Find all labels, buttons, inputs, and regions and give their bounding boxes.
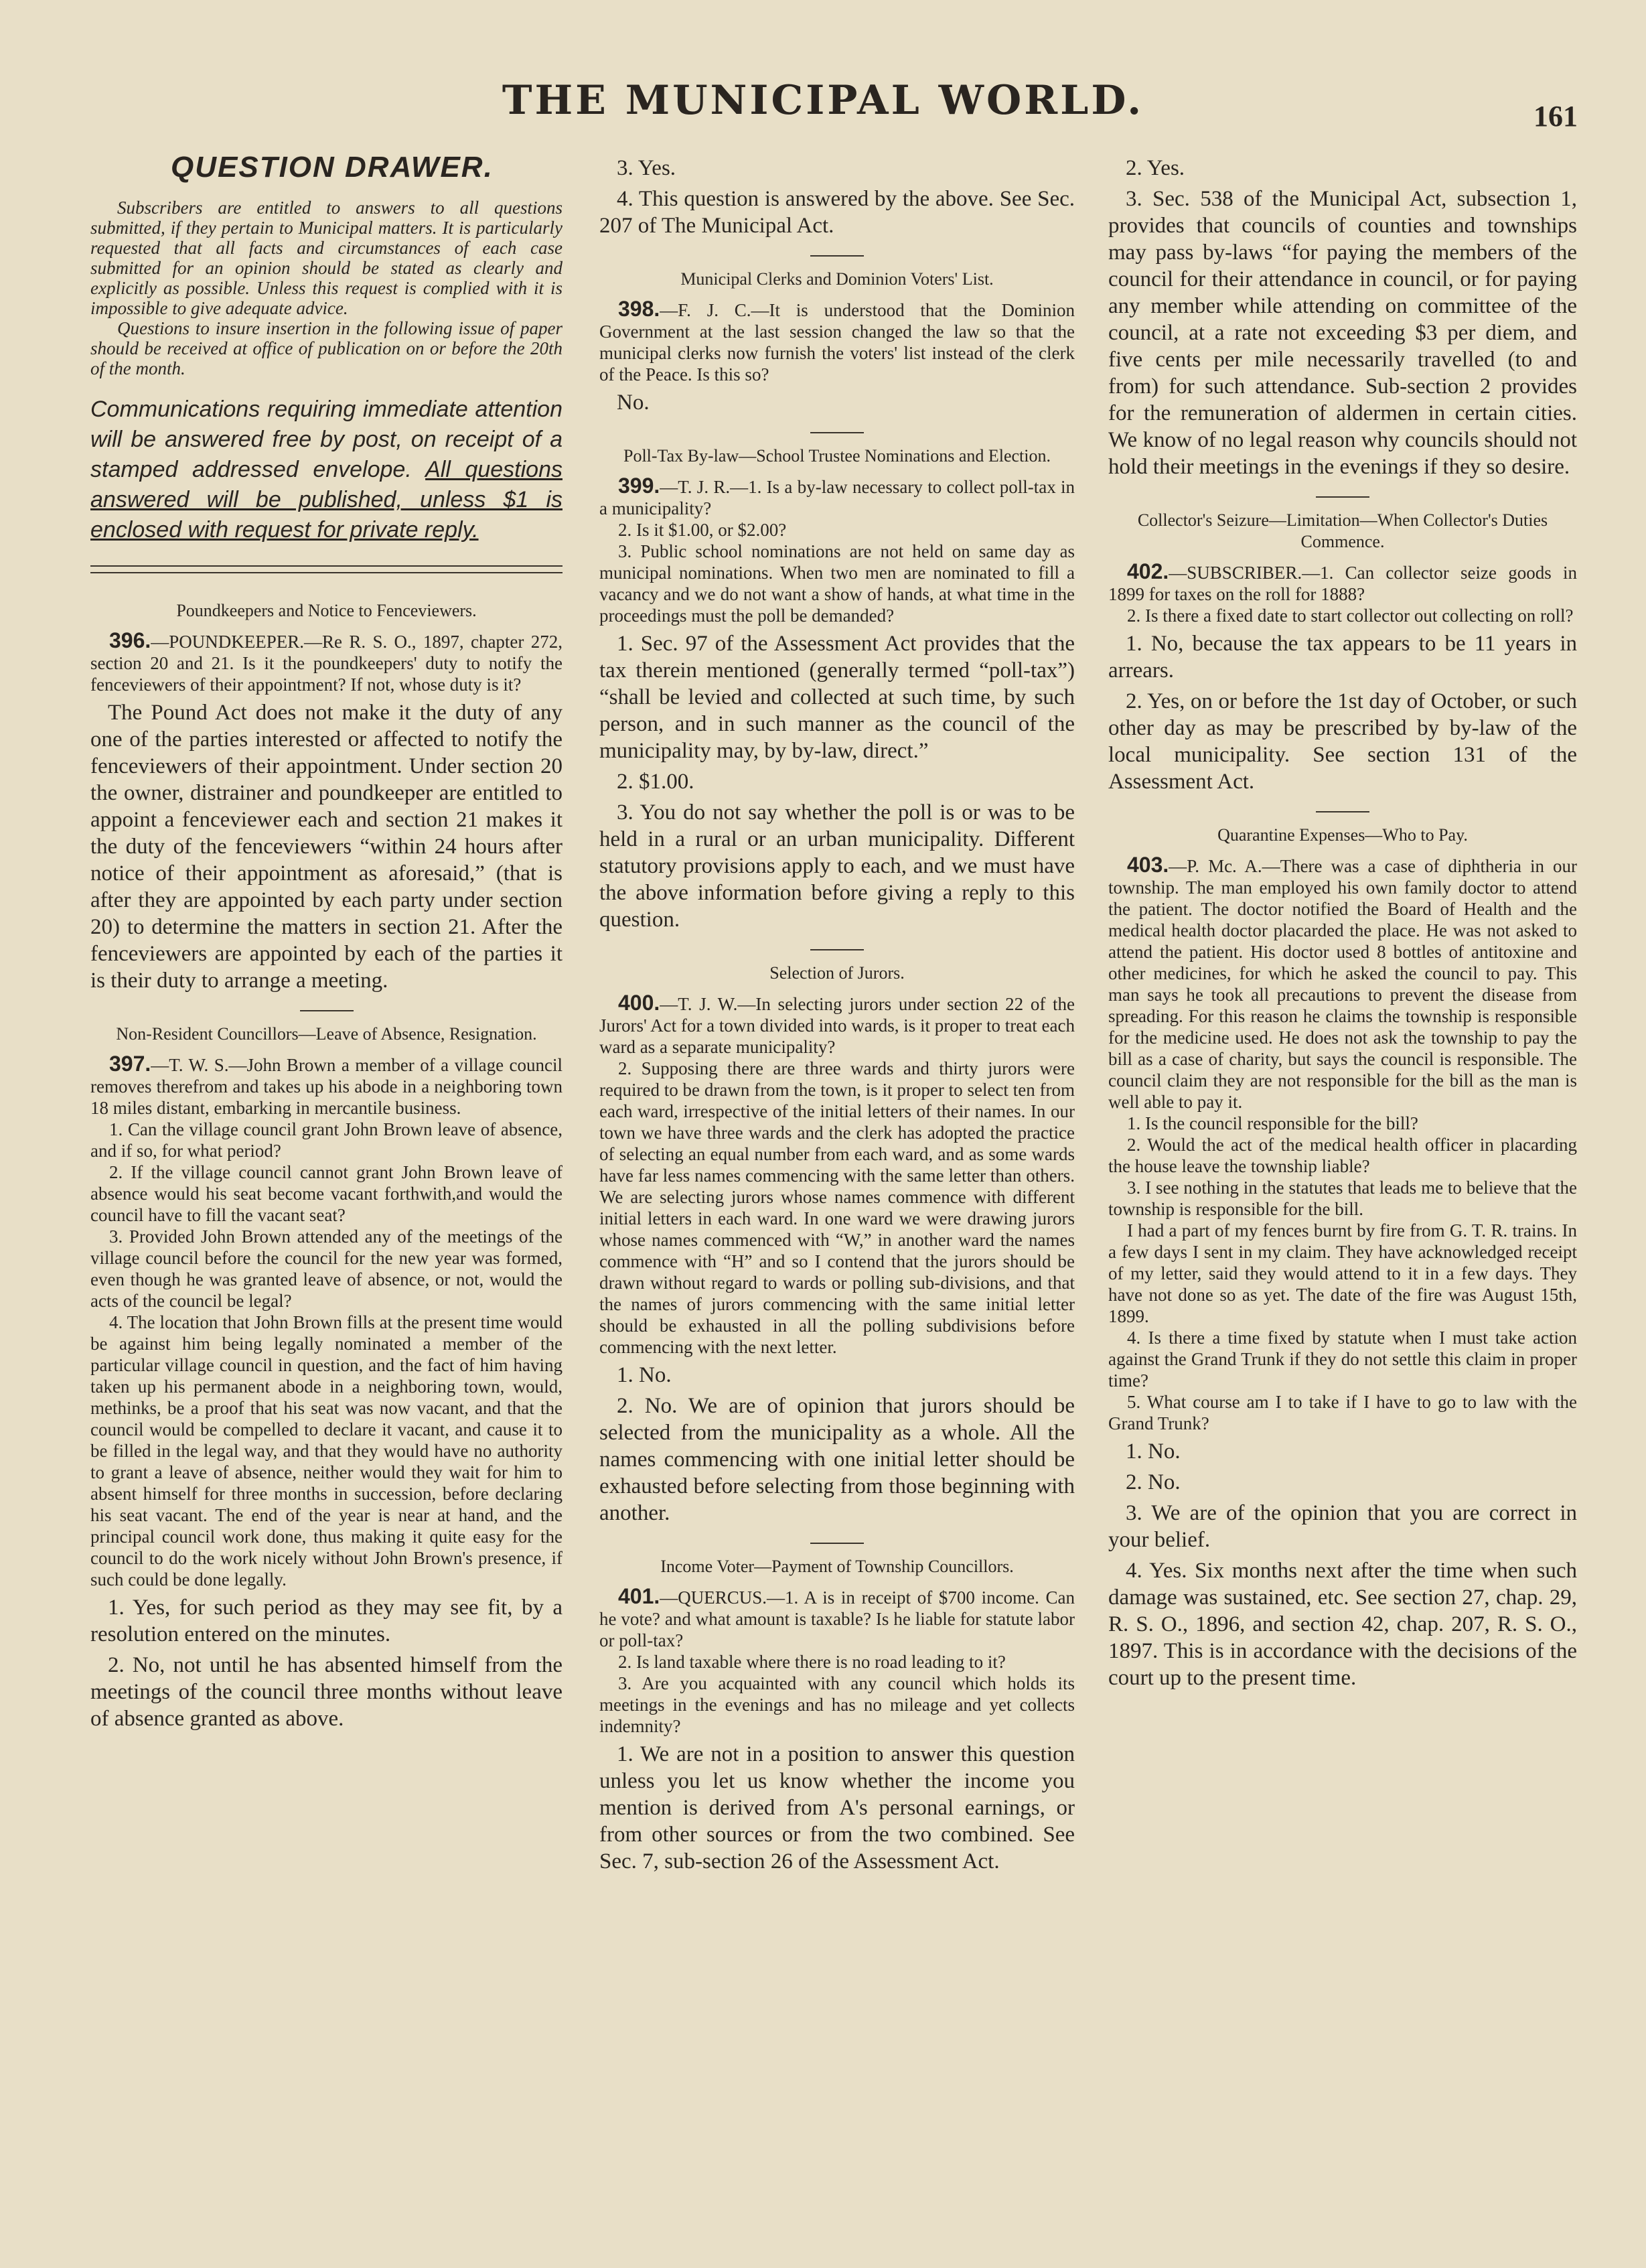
- column-2: [599, 151, 1075, 1875]
- question: [599, 298, 1075, 385]
- question-number: 396.: [109, 628, 151, 652]
- question-heading: Non-Resident Councillors—Leave of Absence, Resignation.: [116, 1024, 537, 1044]
- question-text: —POUNDKEEPER.—Re R. S. O., 1897, chapter 272, section 20 and 21. Is it the poundkeepers' duty to notify the fenceviewers of their appointment? If not, whose duty is it?: [90, 632, 563, 695]
- answer: 2. $1.00.: [617, 770, 694, 794]
- question-number: 399.: [618, 474, 660, 498]
- question: [1108, 561, 1577, 605]
- question-number: 398.: [618, 297, 660, 321]
- intro-paragraph: Subscribers are entitled to answers to all questions submitted, if they pertain to Municipal matters. It is particularly requested that all facts and circumstances of each case submitted for an opinion should be stated as clearly and explicitly as possible. Unless this request is complied with it is impossible to give adequate advice.: [90, 198, 563, 318]
- answer: 2. No.: [1126, 1470, 1181, 1494]
- answer: 1. No.: [1126, 1439, 1181, 1464]
- column-1: [90, 151, 563, 1732]
- question-heading: Municipal Clerks and Dominion Voters' List.: [680, 269, 994, 289]
- question-part: 5. What course am I to take if I have to go to law with the Grand Trunk?: [1108, 1392, 1577, 1433]
- question-part: 1. Can the village council grant John Brown leave of absence, and if so, for what period?: [90, 1119, 563, 1161]
- answer: No.: [617, 391, 650, 415]
- answer: 1. Yes, for such period as they may see fit, by a resolution entered on the minutes.: [90, 1596, 563, 1646]
- notice-text: Communications requiring immediate attention will be answered free by post, on receipt of a stamped addressed envelope.: [90, 397, 563, 482]
- question-part: 4. The location that John Brown fills at the present time would be against him being legally nominated a member of the particular village council in question, and the fact of him having taken up his permanent abode in a neighboring town, would, methinks, be a proof that his seat was now vacant, and that the council would be compelled to declare it vacant, and cause it to be filled in the legal way, and that they would have no authority to grant a leave of absence, neither would they wait for him to absent himself for three months in succession, before declaring his seat vacant. The end of the year is near at hand, and the principal council work done, thus making it quite easy for the council to do the work nicely without John Brown's presence, if such could be done legally.: [90, 1312, 563, 1589]
- question: [90, 630, 563, 695]
- answer: 2. Yes, on or before the 1st day of October, or such other day as may be prescribed by by-law of the local municipality. See section 131 of the Assessment Act.: [1108, 689, 1577, 794]
- separator: [810, 255, 864, 257]
- question: [599, 992, 1075, 1058]
- question-number: 400.: [618, 991, 660, 1015]
- notice-underlined-text: All questions answered will be published, unless $1 is enclosed with request for private reply.: [90, 457, 563, 543]
- question-part: 2. Would the act of the medical health officer in placarding the house leave the township liable?: [1108, 1135, 1577, 1176]
- intro-paragraph: Questions to insure insertion in the following issue of paper should be received at office of publication on or before the 20th of the month.: [90, 318, 563, 378]
- question-part: 3. Provided John Brown attended any of the meetings of the village council before the council for the new year was formed, even though he was granted leave of absence, or not, would the acts of the council be legal?: [90, 1226, 563, 1311]
- column-3: [1108, 151, 1577, 1691]
- question-part: I had a part of my fences burnt by fire from G. T. R. trains. In a few days I sent in my claim. They have acknowledged receipt of my letter, said they would attend to it in a few days. They have not done so as yet. The date of the fire was August 15th, 1899.: [1108, 1220, 1577, 1326]
- question-part: 3. Public school nominations are not held on same day as municipal nominations. When two men are nominated to fill a vacancy and we do not want a show of hands, at what time in the proceedings must the poll be demanded?: [599, 541, 1075, 626]
- question: [599, 1585, 1075, 1651]
- answer: 3. We are of the opinion that you are correct in your belief.: [1108, 1501, 1577, 1552]
- question-part: 3. Are you acquainted with any council which holds its meetings in the evenings and has no mileage and yet collects indemnity?: [599, 1673, 1075, 1736]
- question: [1108, 854, 1577, 1113]
- separator: [810, 432, 864, 433]
- question-text: —QUERCUS.—1. A is in receipt of $700 income. Can he vote? and what amount is taxable? Is he liable for statute labor or poll-tax?: [599, 1587, 1075, 1650]
- answer: 1. No.: [617, 1363, 672, 1387]
- answer: 2. No, not until he has absented himself from the meetings of the council three months without leave of absence granted as above.: [90, 1653, 563, 1731]
- question-text: —T. J. W.—In selecting jurors under section 22 of the Jurors' Act for a town divided into wards, is it proper to treat each ward as a separate municipality?: [599, 994, 1075, 1057]
- answer: 4. Yes. Six months next after the time when such damage was sustained, etc. See section 27, chap. 29, R. S. O., 1896, and section 42, chap. 207, R. S. O., 1897. This is in accordance with the decisions of the court up to the present time.: [1108, 1559, 1577, 1690]
- question-heading: Quarantine Expenses—Who to Pay.: [1217, 825, 1468, 845]
- question-heading: Income Voter—Payment of Township Councillors.: [660, 1557, 1014, 1576]
- question: [599, 475, 1075, 519]
- question-part: 2. Is land taxable where there is no road leading to it?: [618, 1652, 1006, 1672]
- section-title: QUESTION DRAWER.: [171, 151, 494, 184]
- question-part: 4. Is there a time fixed by statute when I must take action against the Grand Trunk if they do not settle this claim in proper time?: [1108, 1328, 1577, 1391]
- communications-notice: [90, 395, 563, 545]
- answer: 4. This question is answered by the above. See Sec. 207 of The Municipal Act.: [599, 187, 1075, 238]
- question-part: 3. I see nothing in the statutes that leads me to believe that the township is responsible for the bill.: [1108, 1178, 1577, 1219]
- question-number: 402.: [1127, 559, 1169, 583]
- question-part: 2. Is there a fixed date to start collector out collecting on roll?: [1127, 606, 1574, 626]
- question-number: 397.: [109, 1052, 151, 1076]
- separator: [810, 1543, 864, 1544]
- answer: 2. Yes.: [1126, 156, 1185, 180]
- question-number: 401.: [618, 1584, 660, 1608]
- question-number: 403.: [1127, 853, 1169, 877]
- question-text: —P. Mc. A.—There was a case of diphtheria in our township. The man employed his own family doctor to attend the patient. The doctor notified the Board of Health and the medical health doctor placarded the place. He was not asked to attend the patient. His doctor used 8 bottles of antitoxine and other medicines, for which he asked the council to pay. This man says he took all precautions to prevent the disease from spreading. For this reason he claims the township is responsible for the medicine used. He does not ask the township to pay the bill as a case of charity, but says the council is responsible. The council claim they are not responsible for the bill as the man is well able to pay it.: [1108, 856, 1577, 1112]
- answer: 3. You do not say whether the poll is or was to be held in a rural or an urban municipality. Different statutory provisions apply to each, and we must have the above information before giving a reply to this question.: [599, 800, 1075, 932]
- question-part: 2. If the village council cannot grant John Brown leave of absence would his seat become vacant forthwith,and would the council have to fill the vacant seat?: [90, 1162, 563, 1225]
- double-rule: [90, 565, 563, 573]
- answer: 3. Yes.: [617, 156, 676, 180]
- question-part: 2. Is it $1.00, or $2.00?: [618, 520, 787, 540]
- answer: 1. No, because the tax appears to be 11 years in arrears.: [1108, 632, 1577, 683]
- separator: [1316, 496, 1369, 498]
- question-heading: Poundkeepers and Notice to Fenceviewers.: [176, 601, 477, 620]
- separator: [810, 949, 864, 950]
- question: [90, 1053, 563, 1119]
- question-heading: Selection of Jurors.: [769, 963, 905, 983]
- answer: The Pound Act does not make it the duty of any one of the parties interested or affected to notify the fenceviewers of their appointment. Under section 20 the owner, distrainer and poundkeeper are entitled to appoint a fenceviewer each and section 21 makes it the duty of the fenceviewers “within 24 hours after notice of their appointment as aforesaid,” (that is after they are appointed by each party under section 20) to determine the matters in section 21. After the fenceviewers are appointed by each of the parties it is their duty to arrange a meeting.: [90, 701, 563, 993]
- answer: 3. Sec. 538 of the Municipal Act, subsection 1, provides that councils of counties and townships may pass by-laws “for paying the members of the council for their attendance in council, or for paying any member while attending on committee of the council, at a rate not exceeding $3 per diem, and five cents per mile necessarily travelled (to and from) for such attendance. Sub-section 2 provides for the remuneration of aldermen in certain cities. We know of no legal reason why councils should not hold their meetings in the evenings if they so desire.: [1108, 187, 1577, 479]
- page-number: 161: [1533, 100, 1578, 133]
- question-part: 2. Supposing there are three wards and thirty jurors were required to be drawn from the town, is it proper to select ten from each ward, irrespective of the initial letters of their names. In our town we have three wards and the clerk has adopted the practice of selecting an equal number from each ward, and as some wards have far less names commencing with the same letter than others. We are selecting jurors whose names commence with different initial letters in each ward. In one ward we were drawing jurors whose names commenced with “W,” in another ward the names commence with “H” and so I contend that the jurors should be drawn without regard to wards or polling sub-divisions, and that the names of jurors commencing with the same initial letter should be exhausted in all the polling subdivisions before commencing with the next letter.: [599, 1058, 1075, 1357]
- question-text: —T. W. S.—John Brown a member of a village council removes therefrom and takes up his abode in a neighboring town 18 miles distant, embarking in mercantile business.: [90, 1055, 563, 1118]
- answer: 2. No. We are of opinion that jurors should be selected from the municipality as a whole. All the names commencing with one initial letter should be exhausted before selecting from those beginning with another.: [599, 1394, 1075, 1525]
- question-heading: Poll-Tax By-law—School Trustee Nominations and Election.: [623, 446, 1051, 466]
- separator: [300, 1010, 354, 1011]
- question-text: —SUBSCRIBER.—1. Can collector seize goods in 1899 for taxes on the roll for 1888?: [1108, 563, 1577, 604]
- answer: 1. Sec. 97 of the Assessment Act provides that the tax therein mentioned (generally termed “poll-tax”) “shall be levied and collected at such time, by such person, and in such manner as the council of the municipality may, by by-law, direct.”: [599, 632, 1075, 763]
- question-heading: Collector's Seizure—Limitation—When Collector's Duties Commence.: [1137, 510, 1548, 551]
- separator: [1316, 811, 1369, 812]
- answer: 1. We are not in a position to answer this question unless you let us know whether the income you mention is derived from A's personal earnings, or from other sources or from the two combined. See Sec. 7, sub-section 26 of the Assessment Act.: [599, 1742, 1075, 1873]
- question-text: —T. J. R.—1. Is a by-law necessary to collect poll-tax in a municipality?: [599, 477, 1075, 518]
- question-part: 1. Is the council responsible for the bill?: [1127, 1113, 1418, 1133]
- masthead: THE MUNICIPAL WORLD.: [502, 77, 1144, 124]
- question-text: —F. J. C.—It is understood that the Dominion Government at the last session changed the law so that the municipal clerks now furnish the voters' list instead of the clerk of the Peace. Is this so?: [599, 300, 1075, 384]
